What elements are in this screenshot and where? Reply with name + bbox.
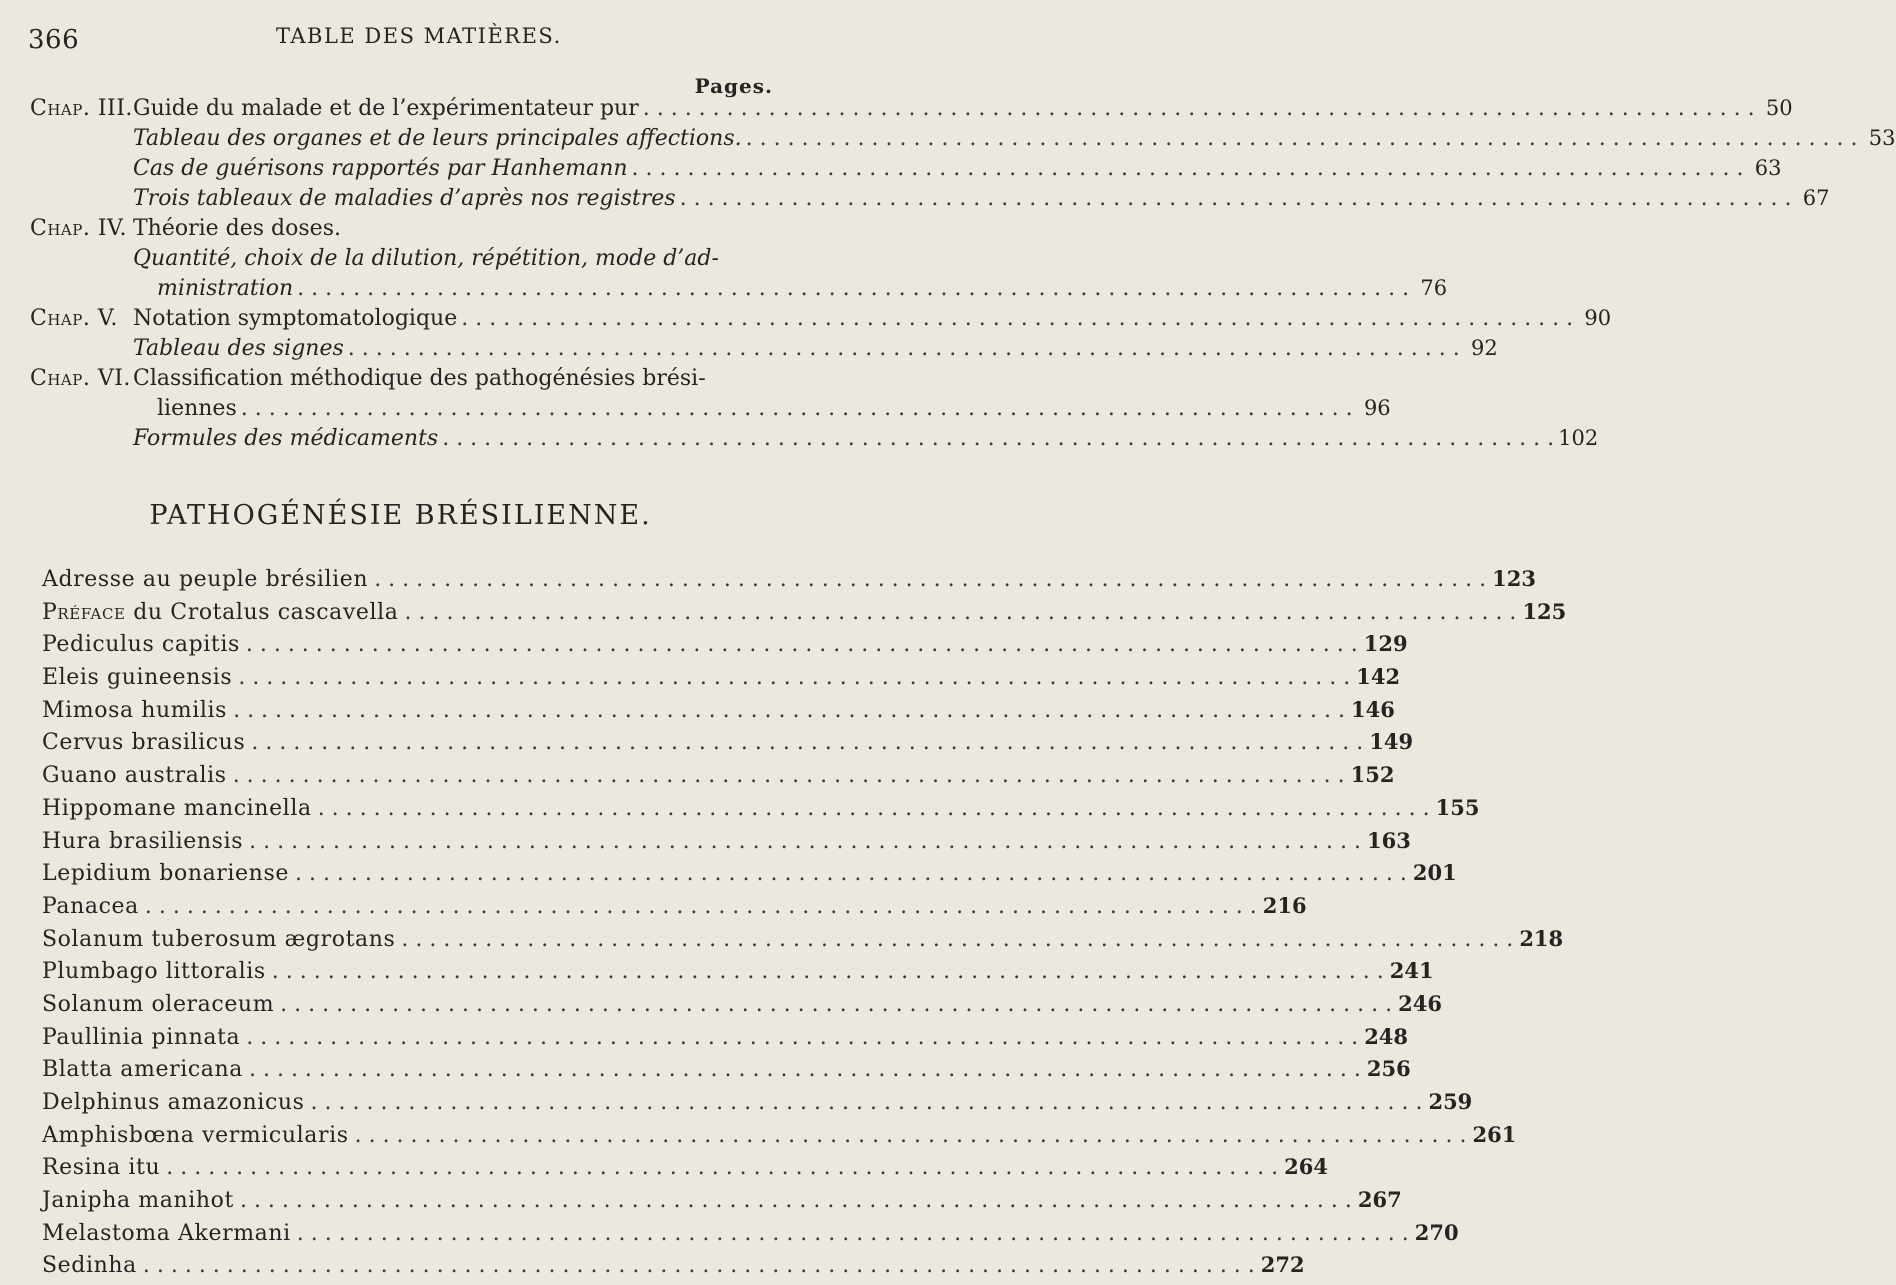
dot-leader	[166, 1155, 1278, 1180]
dot-leader	[246, 632, 1358, 657]
entry-title: du Crotalus cascavella	[125, 599, 399, 625]
list-item	[42, 990, 1442, 1024]
toc-page-number: 63	[1754, 156, 1782, 180]
entry-title: Mimosa humilis	[42, 697, 228, 723]
toc-line	[30, 186, 1830, 216]
dot-leader	[295, 861, 1407, 886]
toc-page-number: 92	[1470, 336, 1498, 360]
list-item	[42, 729, 1414, 762]
list-item	[42, 827, 1411, 861]
entry-title: Plumbago littoralis	[42, 959, 266, 985]
entry-title: Pediculus capitis	[42, 632, 240, 658]
toc-page-number: 96	[1363, 396, 1391, 420]
toc-title: liennes	[157, 396, 237, 421]
list-item	[42, 1219, 1459, 1253]
entry-page-number: 259	[1428, 1089, 1473, 1114]
entry-name	[42, 1188, 234, 1213]
toc-line	[30, 366, 771, 396]
dot-leader	[272, 959, 1384, 984]
entry-page-number: 218	[1519, 925, 1564, 951]
entry-name	[42, 600, 399, 625]
entry-page-number: 246	[1398, 990, 1442, 1016]
entry-page-number: 155	[1435, 794, 1480, 820]
dot-leader	[405, 600, 1517, 625]
entry-name	[42, 1253, 137, 1278]
entry-name	[42, 992, 274, 1017]
entry-prefix: Préface	[42, 599, 126, 625]
dot-leader	[233, 763, 1345, 788]
list-item	[42, 1056, 1411, 1089]
entry-title: Sedinha	[42, 1253, 137, 1279]
list-item	[42, 1121, 1517, 1155]
list-item	[42, 598, 1567, 632]
entry-name	[42, 698, 227, 723]
toc-line	[30, 396, 1391, 426]
entry-title: Eleis guineensis	[42, 665, 233, 691]
chapter-contents	[30, 96, 1896, 456]
entry-title: Hippomane mancinella	[42, 795, 312, 821]
list-item	[42, 631, 1408, 664]
toc-page-number: 102	[1558, 426, 1599, 450]
toc-page-number: 67	[1802, 186, 1830, 210]
dot-leader	[297, 276, 1409, 301]
entry-name	[42, 959, 266, 984]
page-header	[28, 20, 773, 60]
entry-title: Janipha manihot	[42, 1188, 234, 1214]
entry-page-number: 241	[1389, 958, 1434, 984]
entry-page-number: 248	[1364, 1023, 1409, 1049]
dot-leader	[355, 1123, 1467, 1148]
list-item	[42, 1089, 1473, 1122]
dot-leader	[280, 992, 1392, 1017]
toc-title: Trois tableaux de maladies d’après nos registres	[133, 186, 676, 211]
list-item	[42, 664, 1401, 697]
entry-title: Guano australis	[42, 763, 227, 789]
entry-title: Resina itu	[42, 1155, 161, 1181]
chapter-number: Chap. III.	[30, 96, 133, 121]
entry-title: Paullinia pinnata	[42, 1024, 241, 1050]
toc-title: Formules des médicaments	[133, 426, 439, 451]
toc-title: Cas de guérisons rapportés par Hanhemann	[133, 156, 628, 181]
entry-title: Adresse au peuple brésilien	[42, 567, 369, 592]
toc-line	[30, 336, 1498, 366]
list-item	[42, 1023, 1409, 1057]
toc-line	[30, 156, 1782, 186]
dot-leader	[297, 1221, 1409, 1246]
toc-title: Classification méthodique des pathogénésies brési-	[133, 366, 706, 391]
list-item	[42, 696, 1395, 730]
entry-name	[42, 927, 395, 952]
entry-title: Melastoma Akermani	[42, 1220, 291, 1246]
entry-title: Delphinus amazonicus	[42, 1090, 305, 1115]
toc-line	[30, 96, 1793, 126]
toc-page-number: 76	[1420, 276, 1448, 300]
entry-name	[42, 796, 312, 821]
entry-page-number: 123	[1492, 566, 1536, 591]
toc-title: Tableau des organes et de leurs principales affections.	[133, 126, 742, 151]
entry-page-number: 152	[1350, 762, 1395, 788]
remedy-list	[42, 566, 1567, 1285]
list-item	[42, 1252, 1305, 1285]
dot-leader	[249, 1057, 1361, 1082]
entry-title: Lepidium bonariense	[42, 861, 289, 887]
entry-name	[42, 1155, 160, 1180]
dot-leader	[246, 1025, 1358, 1050]
dot-leader	[311, 1090, 1423, 1115]
dot-leader	[240, 1188, 1352, 1213]
pages-column-label: Pages.	[694, 74, 773, 98]
entry-name	[42, 1090, 305, 1115]
entry-name	[42, 763, 227, 788]
toc-line	[30, 246, 771, 276]
dot-leader	[145, 894, 1257, 919]
toc-page-number: 90	[1584, 306, 1612, 330]
toc-line	[30, 426, 1599, 456]
toc-line	[30, 306, 1612, 336]
list-item	[42, 1187, 1402, 1220]
list-item	[42, 1154, 1328, 1187]
dot-leader	[442, 426, 1554, 451]
entry-page-number: 142	[1356, 664, 1401, 690]
toc-title: Théorie des doses.	[133, 216, 341, 241]
toc-line	[30, 216, 771, 246]
dot-leader	[643, 96, 1755, 121]
chapter-number: Chap. V.	[30, 306, 118, 331]
entry-title: Solanum oleraceum	[42, 991, 275, 1017]
toc-title: ministration	[157, 276, 294, 301]
dot-leader	[233, 698, 1345, 723]
entry-name	[42, 894, 139, 919]
entry-page-number: 261	[1472, 1121, 1517, 1147]
toc-line	[30, 126, 1896, 156]
entry-name	[42, 1057, 243, 1082]
dot-leader	[461, 306, 1573, 331]
list-item	[42, 892, 1307, 926]
entry-page-number: 264	[1284, 1154, 1328, 1180]
entry-title: Hura brasiliensis	[42, 828, 244, 854]
entry-title: Panacea	[42, 893, 139, 919]
chapter-number: Chap. IV.	[30, 216, 128, 241]
dot-leader	[348, 336, 1460, 361]
entry-page-number: 256	[1366, 1056, 1411, 1082]
dot-leader	[632, 156, 1744, 181]
dot-leader	[249, 829, 1361, 854]
entry-page-number: 163	[1367, 827, 1411, 853]
entry-name	[42, 861, 289, 886]
toc-title: Notation symptomatologique	[133, 306, 458, 331]
entry-name	[42, 632, 240, 657]
page-number: 366	[28, 25, 80, 55]
list-item	[42, 860, 1457, 893]
dot-leader	[680, 186, 1792, 211]
entry-page-number: 201	[1412, 860, 1457, 886]
dot-leader	[241, 396, 1353, 421]
entry-title: Cervus brasilicus	[42, 730, 246, 756]
entry-page-number: 129	[1363, 631, 1408, 657]
list-item	[42, 762, 1395, 795]
entry-name	[42, 829, 243, 854]
toc-page-number: 53	[1868, 126, 1896, 150]
toc-page-number: 50	[1765, 96, 1793, 120]
entry-name	[42, 567, 368, 592]
dot-leader	[318, 796, 1430, 821]
list-item	[42, 958, 1434, 991]
dot-leader	[251, 730, 1363, 755]
dot-leader	[746, 126, 1858, 151]
entry-name	[42, 730, 245, 755]
list-item	[42, 794, 1480, 828]
entry-name	[42, 1025, 240, 1050]
list-item	[42, 566, 1536, 599]
section-title: PATHOGÉNÉSIE BRÉSILIENNE.	[149, 500, 652, 531]
entry-page-number: 149	[1369, 729, 1414, 755]
toc-line	[30, 276, 1448, 306]
running-title: TABLE DES MATIÈRES.	[276, 24, 562, 48]
entry-page-number: 146	[1351, 696, 1395, 722]
entry-title: Blatta americana	[42, 1057, 243, 1083]
entry-name	[42, 1221, 291, 1246]
toc-title: Tableau des signes	[133, 336, 344, 361]
list-item	[42, 925, 1564, 959]
entry-title: Amphisbœna vermicularis	[42, 1122, 349, 1148]
entry-title: Solanum tuberosum ægrotans	[42, 926, 396, 952]
dot-leader	[374, 567, 1486, 592]
dot-leader	[238, 665, 1350, 690]
entry-name	[42, 665, 232, 690]
entry-name	[42, 1123, 349, 1148]
dot-leader	[401, 927, 1513, 952]
entry-page-number: 270	[1414, 1219, 1459, 1245]
entry-page-number: 267	[1357, 1187, 1402, 1213]
entry-page-number: 216	[1262, 892, 1307, 918]
entry-page-number: 272	[1260, 1252, 1305, 1278]
entry-page-number: 125	[1522, 598, 1567, 624]
dot-leader	[143, 1253, 1255, 1278]
chapter-number: Chap. VI.	[30, 366, 131, 391]
toc-title: Guide du malade et de l’expérimentateur pur	[133, 96, 639, 121]
toc-title: Quantité, choix de la dilution, répétition, mode d’ad-	[133, 246, 719, 271]
